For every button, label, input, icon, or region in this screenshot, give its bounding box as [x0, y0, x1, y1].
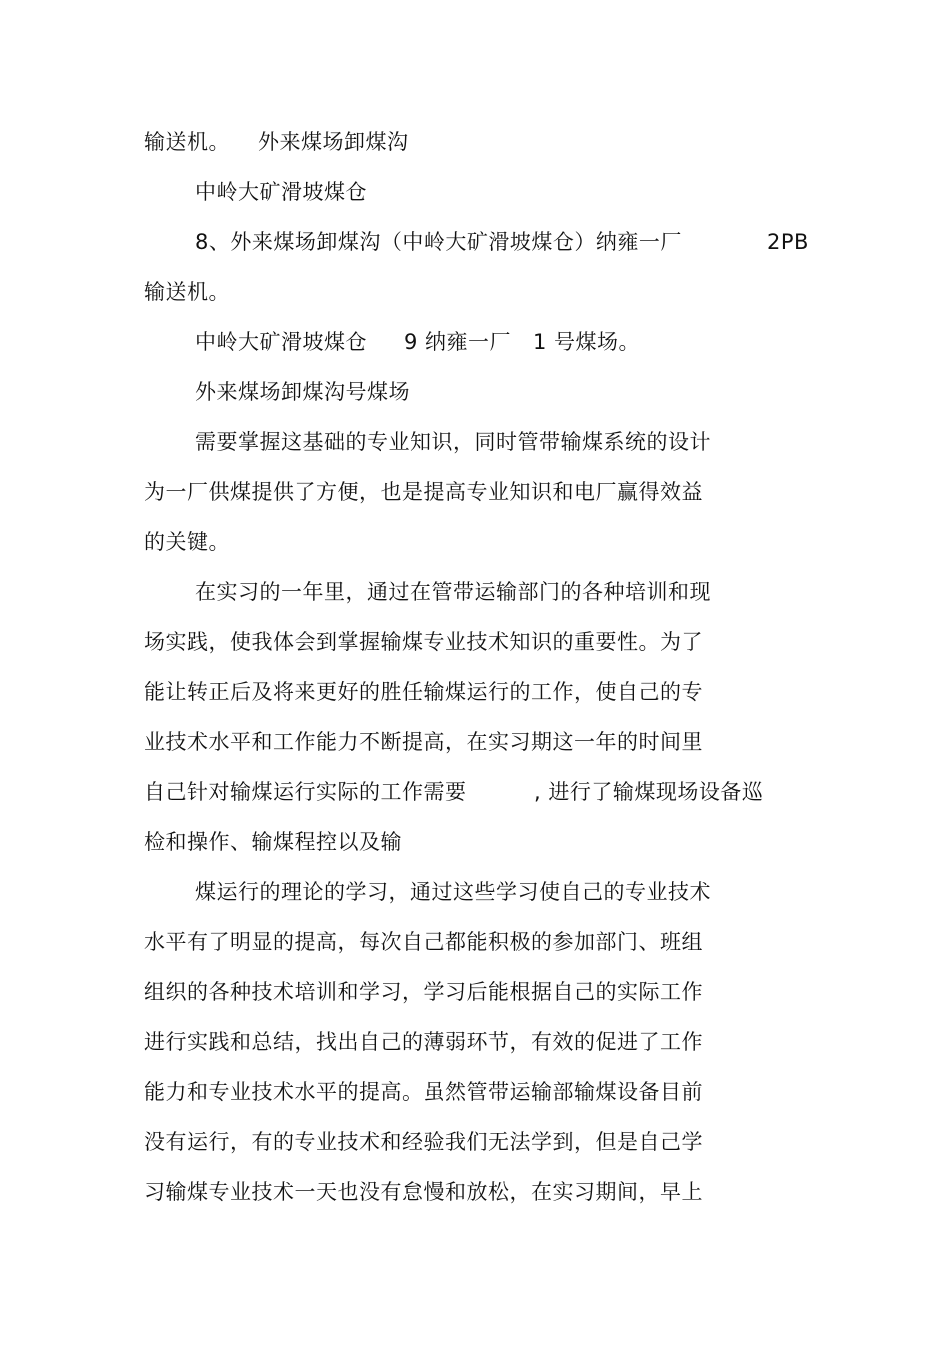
- text-line: 进行实践和总结，找出自己的薄弱环节，有效的促进了工作: [144, 1030, 703, 1054]
- text-line: 中岭大矿滑坡煤仓: [195, 330, 367, 354]
- text-line: 8、外来煤场卸煤沟（中岭大矿滑坡煤仓）纳雍一厂: [195, 230, 682, 254]
- text-line: 1 号煤场。: [533, 330, 641, 354]
- text-line: 为一厂供煤提供了方便，也是提高专业知识和电厂赢得效益: [144, 480, 703, 504]
- text-line: 的关键。: [144, 530, 230, 554]
- text-line: 在实习的一年里，通过在管带运输部门的各种培训和现: [195, 580, 711, 604]
- text-line: 没有运行，有的专业技术和经验我们无法学到，但是自己学: [144, 1130, 703, 1154]
- text-line: 需要掌握这基础的专业知识，同时管带输煤系统的设计: [195, 430, 711, 454]
- text-line: 外来煤场卸煤沟号煤场: [195, 380, 410, 404]
- text-line: 输送机。: [144, 130, 230, 154]
- text-line: 习输煤专业技术一天也没有怠慢和放松，在实习期间，早上: [144, 1180, 703, 1204]
- text-line: 能力和专业技术水平的提高。虽然管带运输部输煤设备目前: [144, 1080, 703, 1104]
- text-line: 自己针对输煤运行实际的工作需要: [144, 780, 467, 804]
- text-line: 外来煤场卸煤沟: [258, 130, 409, 154]
- text-line: , 进行了输煤现场设备巡: [534, 780, 764, 804]
- text-line: 检和操作、输煤程控以及输: [144, 830, 402, 854]
- text-line: 能让转正后及将来更好的胜任输煤运行的工作，使自己的专: [144, 680, 703, 704]
- text-line: 2PB: [767, 230, 809, 254]
- text-line: 场实践，使我体会到掌握输煤专业技术知识的重要性。为了: [144, 630, 703, 654]
- text-line: 水平有了明显的提高，每次自己都能积极的参加部门、班组: [144, 930, 703, 954]
- text-line: 业技术水平和工作能力不断提高，在实习期这一年的时间里: [144, 730, 703, 754]
- text-line: 9 纳雍一厂: [404, 330, 512, 354]
- text-line: 输送机。: [144, 280, 230, 304]
- text-line: 煤运行的理论的学习，通过这些学习使自己的专业技术: [195, 880, 711, 904]
- text-line: 中岭大矿滑坡煤仓: [195, 180, 367, 204]
- text-line: 组织的各种技术培训和学习，学习后能根据自己的实际工作: [144, 980, 703, 1004]
